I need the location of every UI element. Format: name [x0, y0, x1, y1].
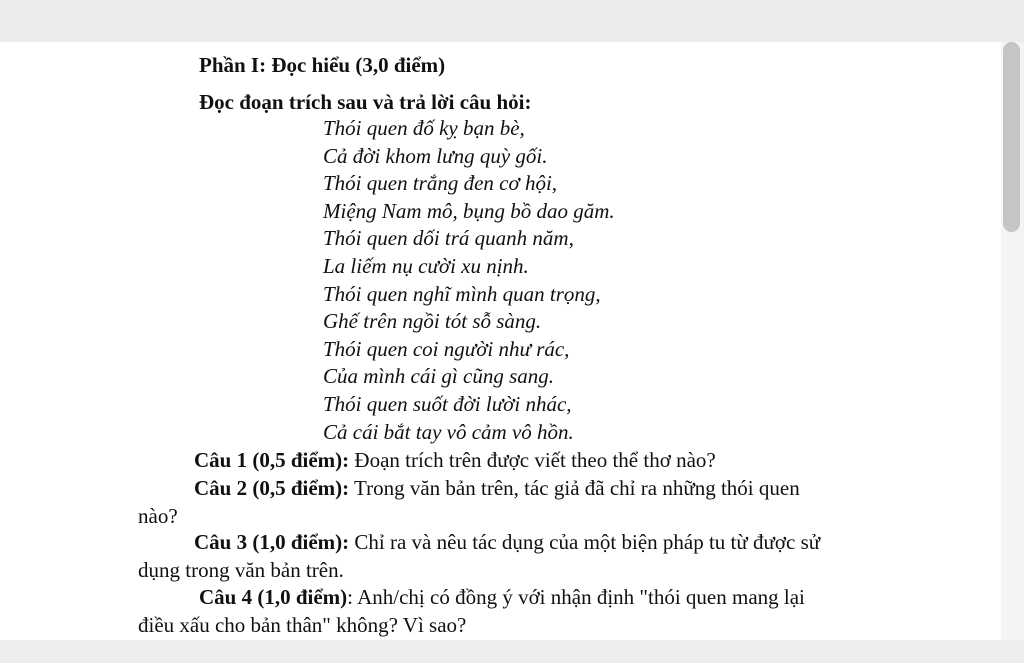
bottom-bar: [0, 640, 1024, 663]
instruction-text: Đọc đoạn trích sau và trả lời câu hỏi:: [199, 90, 532, 114]
poem-line: La liếm nụ cười xu nịnh.: [323, 253, 529, 278]
poem-excerpt: [323, 115, 615, 446]
question-2-text: Trong văn bản trên, tác giả đã chỉ ra những thói quen: [349, 476, 800, 500]
question-2-continuation: nào?: [138, 504, 178, 528]
poem-line: Thói quen đố kỵ bạn bè,: [323, 116, 525, 140]
question-4-continuation: điều xấu cho bản thân" không? Vì sao?: [138, 613, 467, 637]
question-3-continuation: dụng trong văn bản trên.: [138, 558, 344, 582]
poem-line: Ghế trên ngồi tót sỗ sàng.: [323, 309, 542, 334]
question-1: [194, 447, 716, 473]
poem-line: Thói quen trắng đen cơ hội,: [323, 171, 558, 196]
question-2: [194, 475, 800, 501]
question-4: [199, 584, 805, 610]
poem-line: Miệng Nam mô, bụng bồ dao găm.: [323, 198, 615, 223]
question-3-label: Câu 3 (1,0 điểm):: [194, 530, 350, 554]
poem-line: Cả đời khom lưng quỳ gối.: [323, 143, 548, 168]
poem-line: Thói quen nghĩ mình quan trọng,: [323, 281, 601, 306]
question-1-label: Câu 1 (0,5 điểm):: [194, 448, 350, 472]
poem-line: Của mình cái gì cũng sang.: [323, 364, 554, 389]
poem-line: Thói quen coi người như rác,: [323, 336, 570, 361]
scrollbar-thumb[interactable]: [1003, 42, 1020, 232]
question-2-label: Câu 2 (0,5 điểm):: [194, 476, 350, 500]
poem-line: Cả cái bắt tay vô cảm vô hồn.: [323, 419, 574, 444]
question-4-label: Câu 4 (1,0 điểm): [199, 585, 348, 609]
question-3: [194, 529, 820, 555]
question-1-text: Đoạn trích trên được viết theo thể thơ nào?: [349, 448, 716, 472]
question-4-text: : Anh/chị có đồng ý với nhận định "thói quen mang lại: [347, 585, 805, 609]
section-title: Phần I: Đọc hiểu (3,0 điểm): [199, 53, 446, 77]
question-3-text: Chỉ ra và nêu tác dụng của một biện pháp tu từ được sử: [349, 530, 821, 554]
poem-line: Thói quen suốt đời lười nhác,: [323, 391, 572, 416]
poem-line: Thói quen dối trá quanh năm,: [323, 226, 574, 251]
document-page: [0, 42, 1001, 640]
